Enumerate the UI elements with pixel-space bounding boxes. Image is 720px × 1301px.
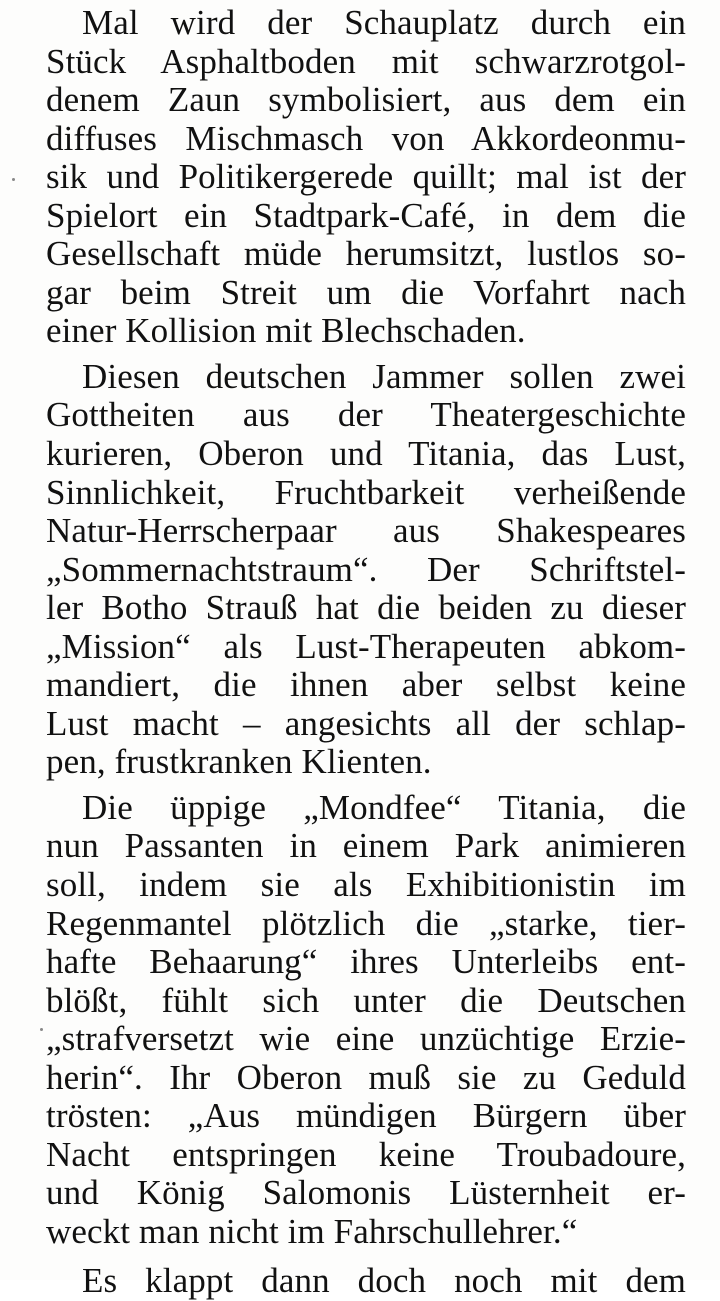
- text-line: weckt man nicht im Fahrschullehrer.“: [46, 1211, 578, 1251]
- text-line: Gesellschaft müde herumsitzt, lustlos so-: [46, 234, 686, 274]
- text-line: soll, indem sie als Exhibitionistin im: [46, 865, 686, 905]
- text-line: Diesen deutschen Jammer sollen zwei: [82, 356, 686, 396]
- paragraph-2: [46, 358, 686, 782]
- text-line: nun Passanten in einem Park animieren: [46, 826, 686, 866]
- text-line: und König Salomonis Lüsternheit er-: [46, 1173, 686, 1213]
- article-text: [46, 4, 686, 1252]
- cut-off-line: [46, 1261, 686, 1300]
- text-line: Mal wird der Schauplatz durch ein: [82, 3, 686, 42]
- text-line: Stück Asphaltboden mit schwarzrotgol-: [46, 41, 686, 81]
- text-line: trösten: „Aus mündigen Bürgern über: [46, 1096, 686, 1136]
- text-line: hafte Behaarung“ ihres Unterleibs ent-: [46, 942, 686, 982]
- text-line: ler Botho Strauß hat die beiden zu dieser: [46, 588, 686, 628]
- text-line: Natur-Herrscherpaar aus Shakespeares: [46, 511, 686, 551]
- text-line: Die üppige „Mondfee“ Titania, die: [82, 787, 686, 827]
- text-line: Es klappt dann doch noch mit dem: [82, 1261, 686, 1300]
- text-line: blößt, fühlt sich unter die Deutschen: [46, 980, 686, 1020]
- text-line: „Mission“ als Lust-Therapeuten abkom-: [46, 626, 686, 666]
- text-line: pen, frustkranken Klienten.: [46, 742, 432, 782]
- text-line: herin“. Ihr Oberon muß sie zu Geduld: [46, 1057, 686, 1097]
- text-line: Nacht entspringen keine Troubadoure,: [46, 1134, 686, 1174]
- text-line: denem Zaun symbolisiert, aus dem ein: [46, 80, 686, 120]
- text-line: mandiert, die ihnen aber selbst keine: [46, 665, 686, 705]
- paragraph-3: [46, 789, 686, 1252]
- text-line: „strafversetzt wie eine unzüchtige Erzie-: [46, 1019, 686, 1059]
- text-line: Lust macht – angesichts all der schlap-: [46, 703, 686, 743]
- text-line: gar beim Streit um die Vorfahrt nach: [46, 272, 686, 312]
- text-line: kurieren, Oberon und Titania, das Lust,: [46, 434, 686, 474]
- text-line: „Sommernachtstraum“. Der Schriftstel-: [46, 549, 686, 589]
- scan-speck: [12, 178, 15, 181]
- text-line: Spielort ein Stadtpark-Café, in dem die: [46, 195, 686, 235]
- text-line: diffuses Mischmasch von Akkordeonmu-: [46, 118, 686, 158]
- text-line: sik und Politikergerede quillt; mal ist der: [46, 157, 686, 197]
- scan-speck: [40, 1028, 43, 1031]
- text-line: Regenmantel plötzlich die „starke, tier-: [46, 903, 686, 943]
- text-line: Sinnlichkeit, Fruchtbarkeit verheißende: [46, 472, 686, 512]
- text-line: Gottheiten aus der Theatergeschichte: [46, 395, 686, 435]
- paragraph-1: [46, 4, 686, 351]
- text-line: einer Kollision mit Blechschaden.: [46, 311, 526, 351]
